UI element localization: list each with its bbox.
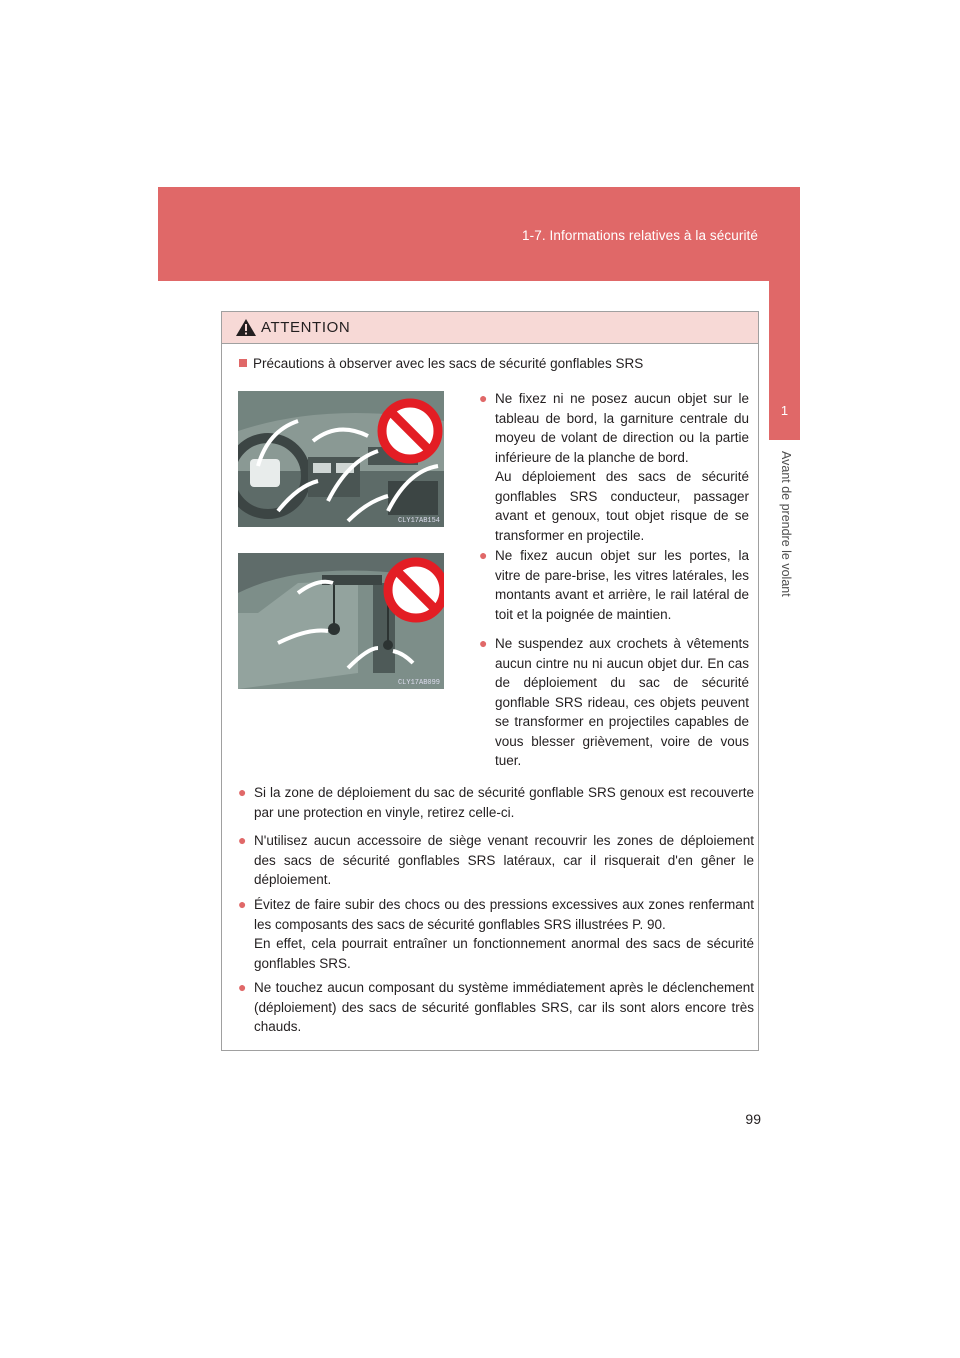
bullet-text: Ne fixez aucun objet sur les portes, la vitre de pare-brise, les vitres latérales, les montants avant et arrière, le rail latéral de toit et la poignée de maintien. <box>495 548 749 622</box>
dashboard-photo <box>238 391 444 527</box>
page-number: 99 <box>745 1111 761 1127</box>
bullet-dot-icon: ● <box>238 979 247 995</box>
list-item <box>479 389 749 545</box>
dashboard-illustration <box>238 391 444 527</box>
pillar-illustration <box>238 553 444 689</box>
list-item <box>238 783 754 822</box>
bullet-dot-icon: ● <box>479 390 488 406</box>
list-item <box>479 546 749 624</box>
warning-section-title-text: Précautions à observer avec les sacs de sécurité gonflables SRS <box>253 356 644 371</box>
bullet-dot-icon: ● <box>479 547 488 563</box>
bullet-text: Ne suspendez aux crochets à vêtements aucun cintre nu ni aucun objet dur. En cas de déploiement du sac de sécurité gonflable SRS rideau, ces objets peuvent se transformer en projectiles capables de vous blesser grièvement, voire de vous tuer. <box>495 636 749 768</box>
warning-box <box>221 311 759 1051</box>
bullet-dot-icon: ● <box>238 896 247 912</box>
bullet-text: Ne touchez aucun composant du système immédiatement après le déclenchement (déploiement) des sacs de sécurité gonflables SRS, car ils sont alors encore très chauds. <box>254 980 754 1034</box>
pillar-photo <box>238 553 444 689</box>
bullet-text: Ne fixez ni ne posez aucun objet sur le tableau de bord, la garniture centrale du moyeu de volant de direction ou la partie inférieure de la planche de bord. <box>495 391 749 465</box>
square-bullet-icon <box>239 359 247 367</box>
bullet-dot-icon: ● <box>238 784 247 800</box>
bullet-text: Si la zone de déploiement du sac de sécurité gonflable SRS genoux est recouverte par une protection en vinyle, retirez celle-ci. <box>254 785 754 820</box>
bullet-text-continued: Au déploiement des sacs de sécurité gonflables SRS conducteur, passager avant et genoux, tout objet risque de se transformer en projectile. <box>495 469 749 543</box>
bullet-text: Évitez de faire subir des chocs ou des pressions excessives aux zones renfermant les composants des sacs de sécurité gonflables SRS illustrées P. 90. <box>254 897 754 932</box>
bullet-text-continued: En effet, cela pourrait entraîner un fonctionnement anormal des sacs de sécurité gonflables SRS. <box>254 936 754 971</box>
warning-triangle-icon <box>235 318 257 337</box>
warning-section-title <box>239 356 643 371</box>
list-item <box>238 978 754 1037</box>
header-band <box>158 187 800 281</box>
bullet-text: N'utilisez aucun accessoire de siège venant recouvrir les zones de déploiement des sacs de sécurité gonflables SRS latéraux, car il risquerait d'en gêner le déploiement. <box>254 833 754 887</box>
warning-header <box>222 312 758 344</box>
image-code: CLY17AB099 <box>397 679 440 687</box>
bullet-dot-icon: ● <box>479 635 488 651</box>
list-item <box>479 634 749 771</box>
chapter-tab <box>769 187 800 440</box>
list-item <box>238 831 754 890</box>
chapter-number: 1 <box>780 403 789 418</box>
bullet-dot-icon: ● <box>238 832 247 848</box>
section-header-title: 1-7. Informations relatives à la sécurité <box>522 228 758 243</box>
chapter-label: Avant de prendre le volant <box>779 451 793 597</box>
list-item <box>238 895 754 973</box>
image-code: CLY17AB154 <box>397 517 440 525</box>
warning-label: ATTENTION <box>261 319 351 336</box>
